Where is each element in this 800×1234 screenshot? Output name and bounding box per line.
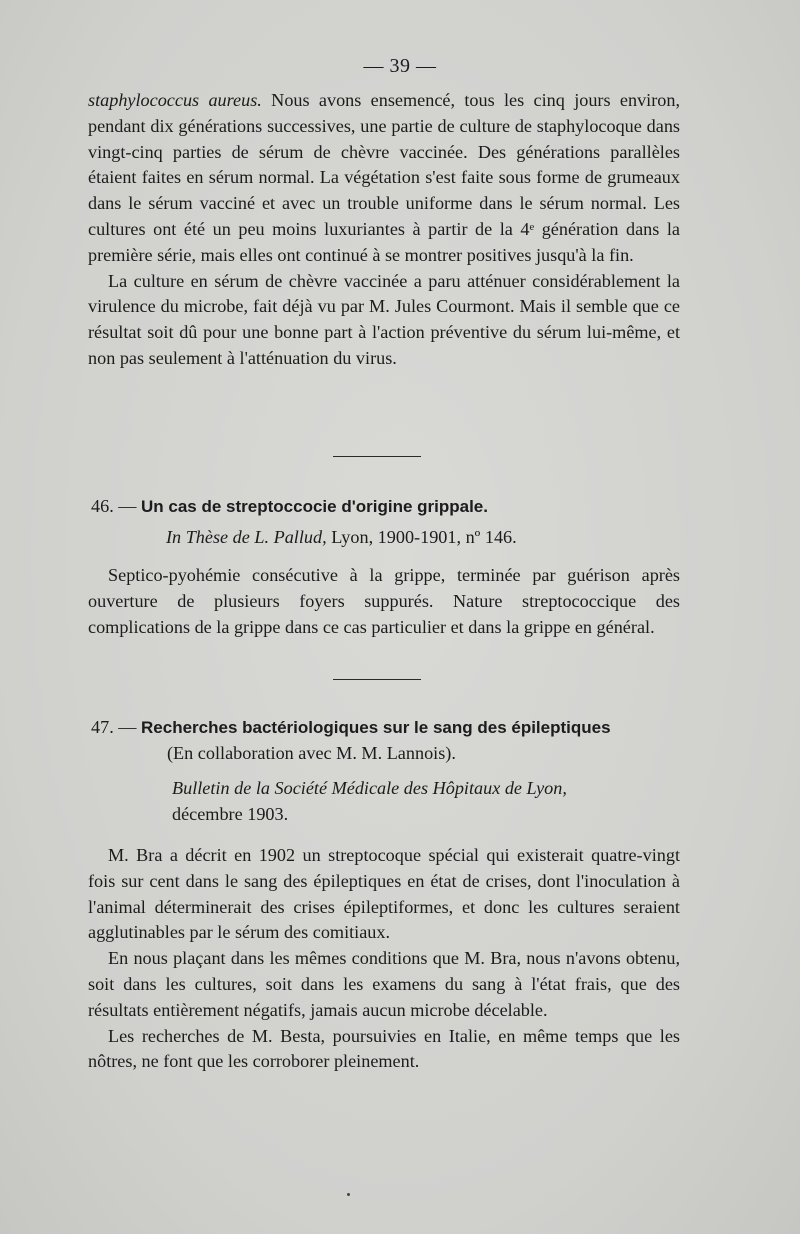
intro-paragraph-1: staphylococcus aureus. Nous avons ensemencé, tous les cinq jours environ, pendant dix générations successives, une partie de culture de staphylocoque dans vingt-cinq parties de sérum de chèvre vaccinée. Des générations parallèles étaient faites en sérum normal. La végétation s'est faite sous forme de grumeaux dans le sérum vacciné et avec un trouble uniforme dans le sérum normal. Les cultures ont été un peu moins luxuriantes à partir de la 4ᵉ génération dans la première série, mais elles ont continué à se montrer positives jusqu'à la fin. bbox=[88, 90, 681, 265]
entry-title: Recherches bactériologiques sur le sang des épileptiques bbox=[141, 718, 611, 737]
section-divider bbox=[333, 456, 421, 457]
entry-46-paragraph: Septico-pyohémie consécutive à la grippe, terminée par guérison après ouverture de plusieurs foyers suppurés. Nature streptococcique des complications de la grippe dans ce cas particulier et dans la grippe en général. bbox=[88, 565, 680, 637]
paper-speck bbox=[347, 1193, 350, 1196]
journal-name: Bulletin de la Société Médicale des Hôpitaux de Lyon, bbox=[172, 778, 567, 798]
entry-46-body bbox=[88, 563, 680, 640]
entry-47-collaboration: (En collaboration avec M. M. Lannois). bbox=[167, 743, 456, 763]
page-number: — 39 — bbox=[363, 55, 437, 77]
entry-title: Un cas de streptoccocie d'origine grippale. bbox=[141, 497, 488, 516]
entry-46-heading bbox=[91, 493, 691, 520]
publication-date: décembre 1903. bbox=[172, 803, 289, 824]
entry-47-paragraph-3: Les recherches de M. Besta, poursuivies en Italie, en même temps que les nôtres, ne font que les corroborer pleinement. bbox=[88, 1025, 680, 1072]
entry-47-reference bbox=[172, 776, 680, 828]
entry-46-reference: In Thèse de L. Pallud, Lyon, 1900-1901, nº 146. bbox=[166, 527, 517, 547]
entry-47-paragraph-1: M. Bra a décrit en 1902 un streptocoque spécial qui existerait quatre-vingt fois sur cent dans le sang des épileptiques en état de crises, dont l'inoculation à l'animal déterminerait des crises épileptiformes, et donc les cultures seraient agglutinables par le sérum des comitiaux. bbox=[88, 845, 680, 943]
intro-paragraph-2: La culture en sérum de chèvre vaccinée a paru atténuer considérablement la virulence du microbe, fait déjà vu par M. Jules Courmont. Mais il semble que ce résultat soit dû pour une bonne part à l'action préventive du sérum lui-même, et non pas seulement à l'atténuation du virus. bbox=[88, 270, 680, 368]
intro-text bbox=[88, 88, 680, 372]
species-name: staphylococcus aureus. bbox=[88, 90, 262, 110]
section-divider bbox=[333, 679, 421, 680]
entry-47-heading bbox=[91, 714, 691, 741]
entry-number: 47. — bbox=[91, 717, 137, 737]
entry-47-paragraph-2: En nous plaçant dans les mêmes conditions que M. Bra, nous n'avons obtenu, soit dans les cultures, soit dans les examens du sang à l'état frais, que des résultats entièrement négatifs, jamais aucun microbe décelable. bbox=[88, 948, 680, 1020]
entry-47-body bbox=[88, 843, 680, 1075]
entry-number: 46. — bbox=[91, 496, 137, 516]
